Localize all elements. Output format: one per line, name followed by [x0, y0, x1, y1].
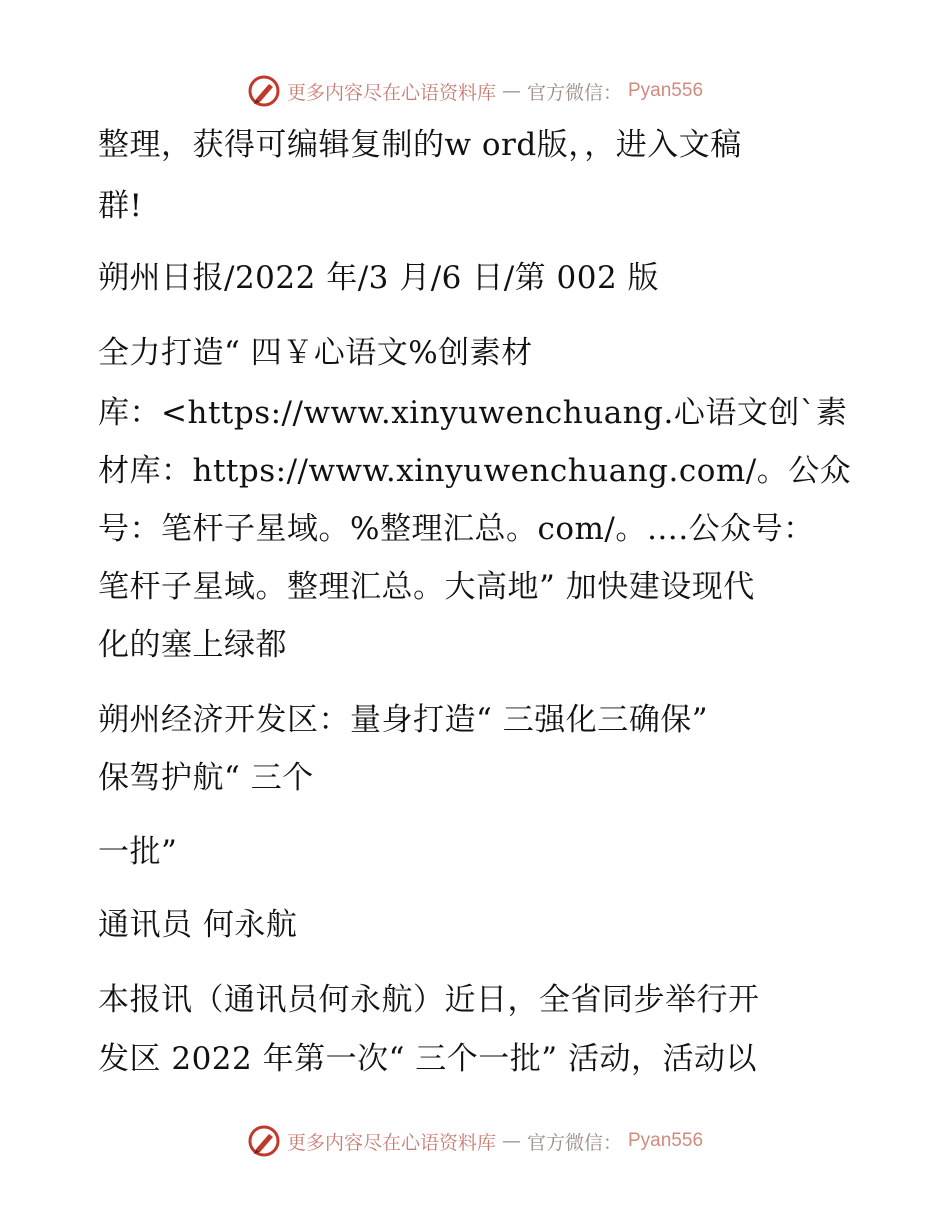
text-line: 全力打造“ 四￥心语文%创素材	[98, 335, 533, 371]
header-watermark	[0, 74, 950, 108]
watermark-wechat-label: 官方微信：	[526, 1131, 622, 1154]
text-line: 库：<https://www.xinyuwenchuang.心语文创`素	[98, 395, 848, 431]
watermark-separator: —	[501, 1130, 521, 1152]
watermark-handle: Pyan556	[628, 1130, 704, 1151]
dateline: 朔州日报/2022 年/3 月/6 日/第 002 版	[98, 260, 660, 296]
text-line: 发区 2022 年第一次“ 三个一批” 活动，活动以	[98, 1041, 758, 1077]
text-line: 化的塞上绿都	[98, 627, 287, 663]
watermark-text: 更多内容尽在心语资料库	[286, 81, 496, 104]
headline-line: 保驾护航“ 三个	[98, 760, 314, 796]
pen-logo-icon	[247, 74, 281, 108]
text-line: 整理，获得可编辑复制的w ord版，，进入文稿	[98, 127, 742, 163]
watermark-handle: Pyan556	[628, 80, 704, 101]
text-line: 号：笔杆子星域。%整理汇总。com/。….公众号：	[98, 511, 815, 547]
watermark-wechat-label: 官方微信：	[526, 81, 622, 104]
text-line: 群!	[98, 188, 143, 224]
footer-watermark	[0, 1124, 950, 1158]
watermark-separator: —	[501, 80, 521, 102]
text-line: 本报讯（通讯员何永航）近日，全省同步举行开	[98, 982, 760, 1018]
text-line: 笔杆子星域。整理汇总。大高地” 加快建设现代	[98, 569, 755, 605]
pen-logo-icon	[247, 1124, 281, 1158]
text-line: 材库：https://www.xinyuwenchuang.com/。公众	[98, 453, 852, 489]
watermark-text: 更多内容尽在心语资料库	[286, 1131, 496, 1154]
headline-line: 一批”	[98, 834, 178, 870]
byline: 通讯员 何永航	[98, 907, 298, 943]
headline-line: 朔州经济开发区：量身打造“ 三强化三确保”	[98, 702, 709, 738]
